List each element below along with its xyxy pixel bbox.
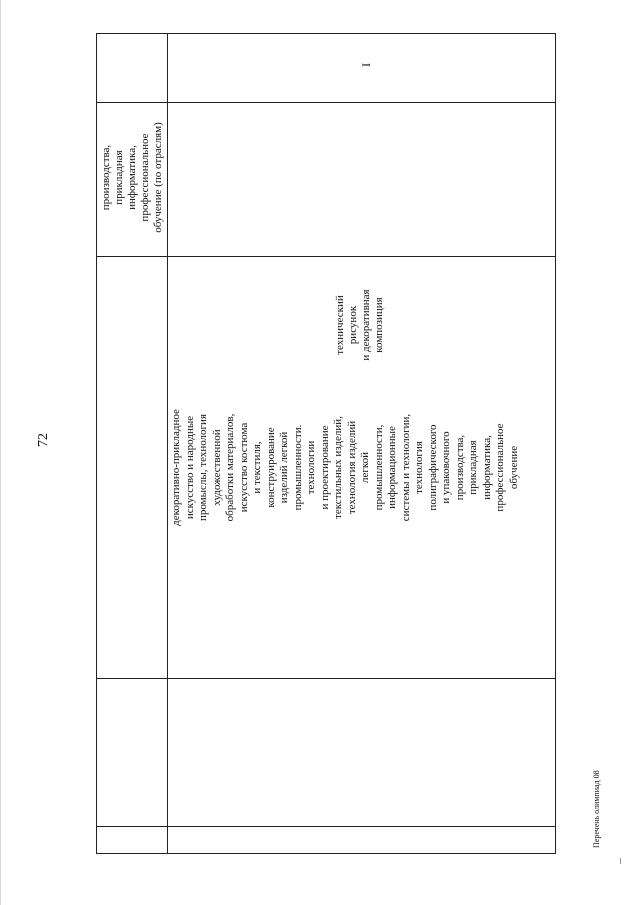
table-divider-h4 [96, 826, 556, 827]
text-line: промыслы, технология [197, 413, 209, 522]
text-line: информатика, [126, 145, 138, 210]
text-line: и текстиля, [251, 441, 263, 494]
level-value: I [359, 63, 373, 67]
text-line: технический [334, 295, 346, 355]
text-line: промышленности, [372, 424, 385, 511]
text-line: профессиональное [494, 423, 506, 512]
footer-note: Перечень олимпиад 08 [592, 770, 601, 848]
table-border-bottom [96, 853, 556, 854]
text-line: обучение [507, 445, 520, 490]
text-line: рисунок [347, 305, 359, 345]
text-line: производства, [453, 434, 466, 501]
text-line: информационные [386, 426, 398, 509]
cell-top-professions [100, 105, 165, 250]
text-line: декоративно-прикладное [170, 409, 182, 526]
text-line: текстильных изделий, [332, 416, 344, 519]
text-line: системы и технологии, [399, 413, 412, 522]
page-number: 72 [36, 433, 51, 447]
footer-mark [620, 858, 624, 864]
text-line: информатика, [480, 435, 493, 500]
text-line: промышленности. [291, 424, 304, 511]
text-line: легкой [359, 451, 371, 484]
text-line: технологии [305, 440, 317, 495]
text-line: технология [413, 441, 425, 494]
table-divider-h2 [96, 256, 556, 257]
text-line: искусство и народные [183, 415, 196, 520]
text-line: изделий легкой [278, 431, 290, 504]
text-line: композиция [373, 297, 385, 353]
table-border-top [96, 33, 556, 34]
text-line: и проектирование [318, 425, 331, 510]
text-line: обработки материалов, [224, 413, 236, 522]
table-divider-h3 [96, 678, 556, 679]
text-line: обучение (по отраслям) [152, 122, 164, 233]
table-divider-vertical [167, 33, 168, 854]
text-line: и декоративная [360, 289, 372, 361]
text-line: прикладная [113, 150, 125, 205]
text-line: профессиональное [139, 133, 151, 222]
text-line: художественной [210, 429, 223, 506]
text-line: конструирование [264, 427, 277, 508]
cell-subject [334, 250, 386, 400]
text-line: прикладная [467, 440, 479, 495]
text-line: полиграфического [426, 424, 439, 511]
text-line: производства, [100, 144, 112, 211]
text-line: и упаковочного [440, 431, 452, 504]
table-divider-h1 [96, 102, 556, 103]
table-border-left [96, 33, 97, 854]
table-border-right [555, 33, 556, 854]
text-line: искусство костюма [237, 422, 250, 513]
text-line: технология изделий [345, 420, 358, 515]
